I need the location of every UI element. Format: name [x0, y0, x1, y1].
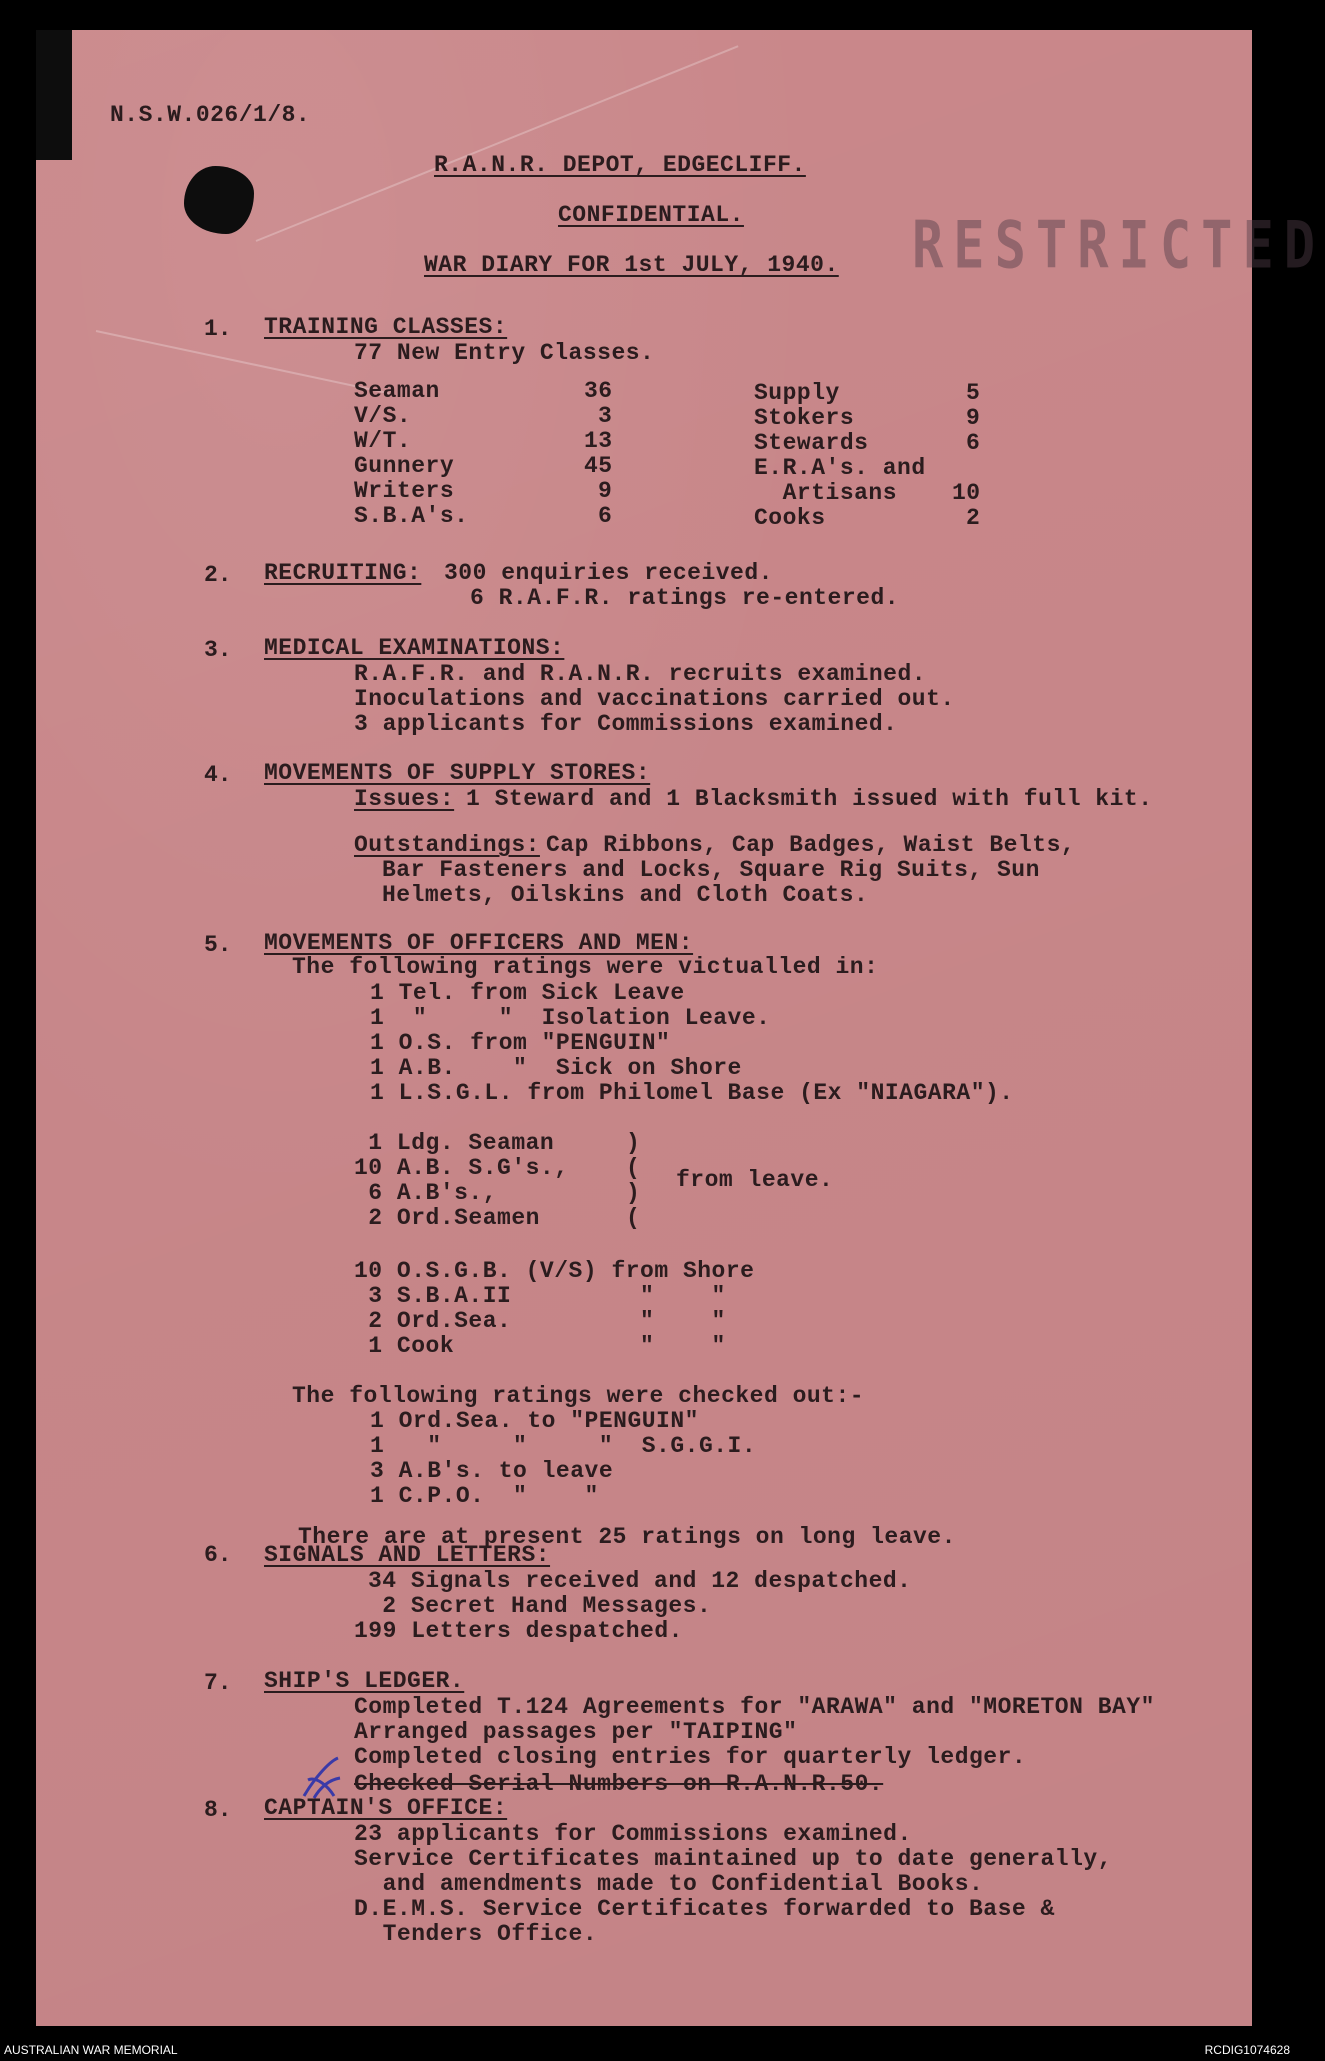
section-text: The following ratings were victualled in: [292, 954, 879, 980]
section-text: 2 Ord.Seamen [354, 1205, 540, 1231]
class-count: 45 [584, 453, 613, 479]
section-heading: MEDICAL EXAMINATIONS: [264, 635, 565, 661]
archive-credit: AUSTRALIAN WAR MEMORIAL [4, 2043, 178, 2057]
class-name: E.R.A's. and [754, 455, 926, 481]
class-name: Writers [354, 478, 455, 504]
section-text: 1 " " " S.G.G.I. [370, 1433, 757, 1459]
brace-mark: ) [626, 1130, 641, 1156]
brace-mark: ( [626, 1205, 641, 1231]
class-count: 5 [966, 380, 981, 406]
section-text: The following ratings were checked out:- [292, 1383, 865, 1409]
section-text: 23 applicants for Commissions examined. [354, 1821, 912, 1847]
section-heading: RECRUITING: [264, 560, 422, 586]
class-name: Gunnery [354, 453, 455, 479]
section-text: Service Certificates maintained up to date generally, [354, 1846, 1113, 1872]
class-count: 2 [966, 505, 981, 531]
class-count: 13 [584, 428, 613, 454]
section-text: 1 O.S. from "PENGUIN" [370, 1030, 671, 1056]
document-title: WAR DIARY FOR 1st JULY, 1940. [424, 252, 839, 278]
section-heading: CAPTAIN'S OFFICE: [264, 1795, 508, 1821]
section-text: 1 Ord.Sea. to "PENGUIN" [370, 1408, 699, 1434]
section-text: 3 A.B's. to leave [370, 1458, 614, 1484]
section-heading: SIGNALS AND LETTERS: [264, 1542, 551, 1568]
section-number: 2. [204, 562, 232, 588]
section-text: There are at present 25 ratings on long leave. [298, 1524, 956, 1550]
section-text: 34 Signals received and 12 despatched. [368, 1568, 912, 1594]
section-number: 6. [204, 1542, 232, 1568]
section-text: 6 R.A.F.R. ratings re-entered. [470, 585, 900, 611]
section-number: 7. [204, 1670, 232, 1696]
section-heading: TRAINING CLASSES: [264, 314, 508, 340]
outstandings-label: Outstandings: [354, 832, 540, 858]
section-text: 1 L.S.G.L. from Philomel Base (Ex "NIAGARA"). [370, 1080, 1014, 1106]
section-text: 3 S.B.A.II " " [354, 1283, 726, 1309]
class-name: Artisans [754, 480, 898, 506]
class-name: Supply [754, 380, 840, 406]
section-text: Completed T.124 Agreements for "ARAWA" and "MORETON BAY" [354, 1694, 1155, 1720]
issues-label: Issues: [354, 786, 455, 812]
class-name: V/S. [354, 403, 412, 429]
class-name: Cooks [754, 505, 826, 531]
class-count: 10 [952, 480, 981, 506]
brace-mark: ) [626, 1180, 641, 1206]
section-text: 77 New Entry Classes. [354, 340, 655, 366]
section-heading: SHIP'S LEDGER. [264, 1668, 465, 1694]
section-text: and amendments made to Confidential Books. [354, 1871, 984, 1897]
file-reference: N.S.W.026/1/8. [110, 102, 311, 128]
section-text: 1 Ldg. Seaman [354, 1130, 555, 1156]
section-text: 1 Steward and 1 Blacksmith issued with full kit. [466, 786, 1153, 812]
class-count: 6 [966, 430, 981, 456]
burn-hole [184, 166, 254, 234]
section-heading: MOVEMENTS OF SUPPLY STORES: [264, 760, 651, 786]
class-count: 9 [598, 478, 613, 504]
section-text: Inoculations and vaccinations carried out. [354, 686, 955, 712]
section-text: Completed closing entries for quarterly ledger. [354, 1744, 1027, 1770]
archive-id: RCDIG1074628 [1204, 2043, 1290, 2057]
section-text: 1 C.P.O. " " [370, 1483, 599, 1509]
section-text: Tenders Office. [354, 1921, 598, 1947]
section-text: 10 A.B. S.G's., [354, 1155, 569, 1181]
class-count: 9 [966, 405, 981, 431]
section-number: 5. [204, 932, 232, 958]
section-text: 3 applicants for Commissions examined. [354, 711, 898, 737]
section-text: 300 enquiries received. [444, 560, 773, 586]
confidential-label: CONFIDENTIAL. [558, 202, 744, 228]
class-count: 3 [598, 403, 613, 429]
document-sheet [36, 30, 1325, 2026]
section-text: 1 Tel. from Sick Leave [370, 980, 685, 1006]
section-text: 10 O.S.G.B. (V/S) from Shore [354, 1258, 755, 1284]
class-name: Stokers [754, 405, 855, 431]
section-number: 3. [204, 637, 232, 663]
depot-heading: R.A.N.R. DEPOT, EDGECLIFF. [434, 152, 806, 178]
section-text: from leave. [676, 1167, 834, 1193]
section-text: 1 Cook " " [354, 1333, 726, 1359]
restricted-stamp: RESTRICTED [912, 208, 1325, 284]
class-count: 36 [584, 378, 613, 404]
section-text: 2 Ord.Sea. " " [354, 1308, 726, 1334]
section-number: 4. [204, 762, 232, 788]
burnt-edge [36, 30, 72, 160]
section-text: Helmets, Oilskins and Cloth Coats. [382, 882, 869, 908]
section-text: R.A.F.R. and R.A.N.R. recruits examined. [354, 661, 927, 687]
class-name: Seaman [354, 378, 440, 404]
class-name: S.B.A's. [354, 503, 469, 529]
section-text: D.E.M.S. Service Certificates forwarded to Base & [354, 1896, 1055, 1922]
section-heading: MOVEMENTS OF OFFICERS AND MEN: [264, 930, 694, 956]
section-number: 8. [204, 1797, 232, 1823]
section-text: Arranged passages per "TAIPING" [354, 1719, 798, 1745]
section-text: 199 Letters despatched. [354, 1618, 683, 1644]
class-count: 6 [598, 503, 613, 529]
class-name: W/T. [354, 428, 412, 454]
class-name: Stewards [754, 430, 869, 456]
section-number: 1. [204, 316, 232, 342]
section-text: Bar Fasteners and Locks, Square Rig Suits, Sun [382, 857, 1040, 883]
section-text: 1 A.B. " Sick on Shore [370, 1055, 742, 1081]
section-text: 2 Secret Hand Messages. [368, 1593, 712, 1619]
section-text: 1 " " Isolation Leave. [370, 1005, 771, 1031]
section-text: 6 A.B's., [354, 1180, 498, 1206]
struck-text: Checked Serial Numbers on R.A.N.R.50. [354, 1771, 884, 1797]
section-text: Cap Ribbons, Cap Badges, Waist Belts, [546, 832, 1076, 858]
brace-mark: ( [626, 1155, 641, 1181]
